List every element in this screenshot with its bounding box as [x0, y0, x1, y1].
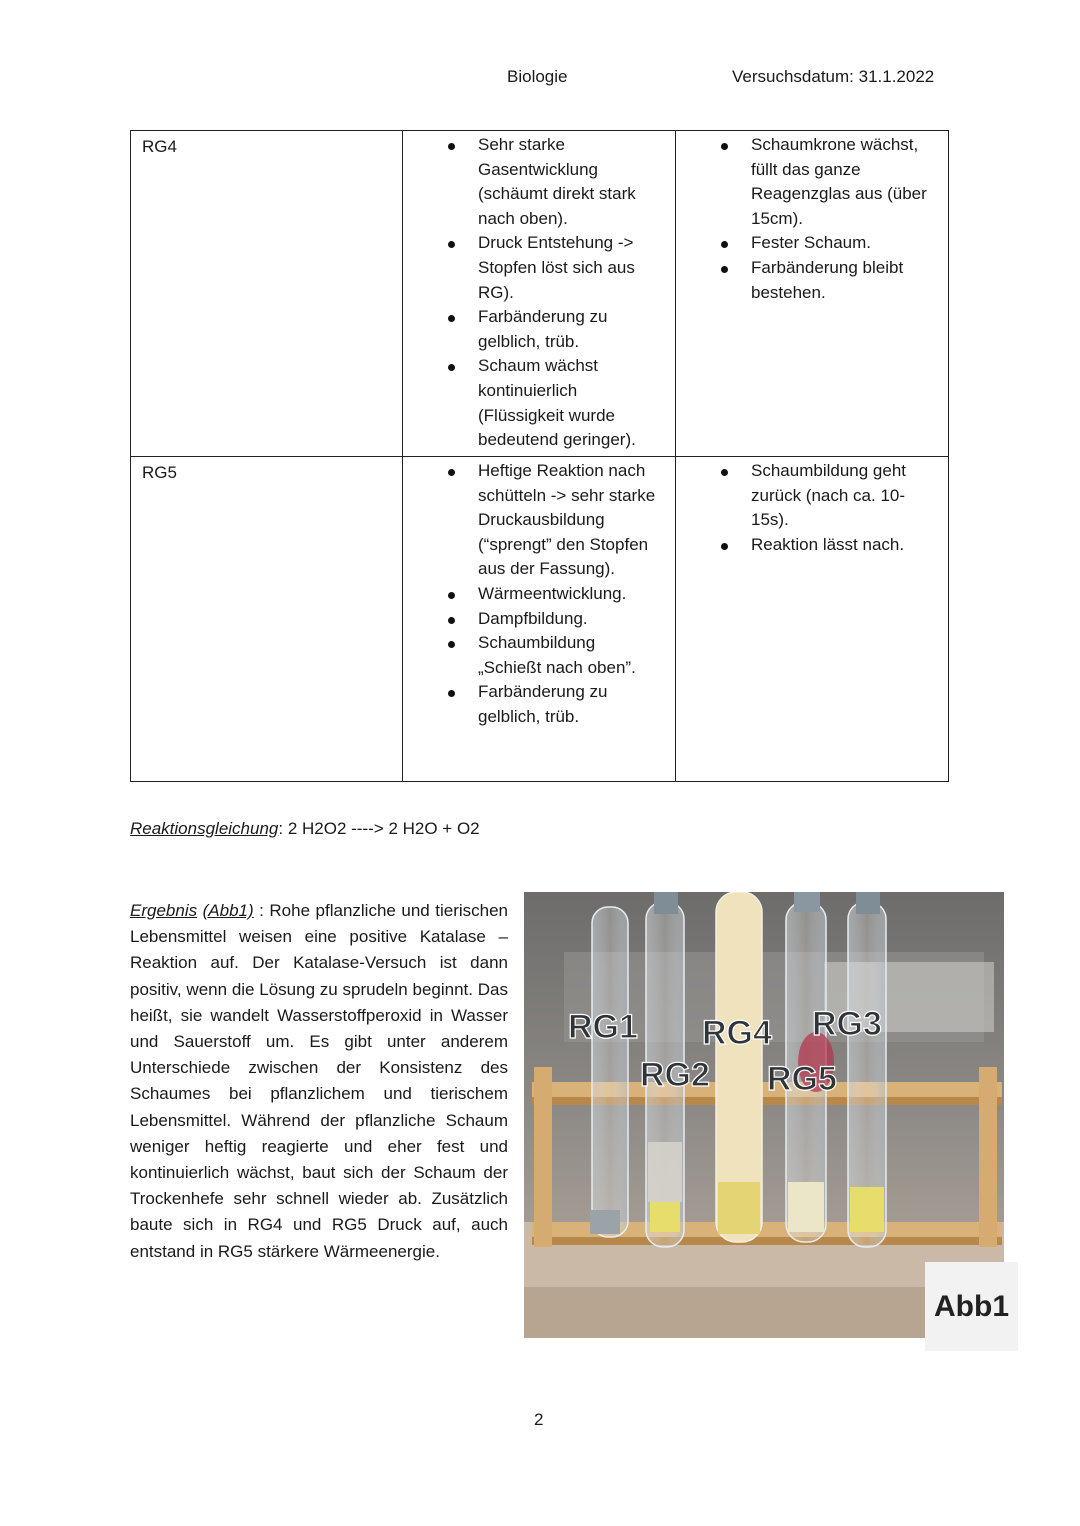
list-item: Wärmeentwicklung. [478, 582, 663, 607]
list-item: Reaktion lässt nach. [751, 533, 936, 558]
table-row [131, 457, 949, 782]
figure-reference: (Abb1) [202, 901, 254, 920]
label-rg1: RG1 [568, 1008, 638, 1046]
table-row [131, 131, 949, 457]
list-item: Fester Schaum. [751, 231, 936, 256]
page-number: 2 [534, 1410, 544, 1429]
row-label: RG4 [131, 131, 403, 457]
list-item: Farbänderung bleibt bestehen. [751, 256, 936, 305]
label-rg4: RG4 [702, 1014, 772, 1052]
list-item: Sehr starke Gasentwicklung (schäumt direkt stark nach oben). [478, 133, 663, 231]
result-cell [676, 457, 949, 782]
result-cell [676, 131, 949, 457]
header-subject: Biologie [507, 67, 568, 86]
label-rg5: RG5 [767, 1060, 837, 1098]
tube-rg3 [848, 892, 886, 1247]
list-item: Druck Entstehung -> Stopfen löst sich aus RG). [478, 231, 663, 305]
observation-cell [403, 131, 676, 457]
list-item: Schaum wächst kontinuierlich (Flüssigkeit wurde bedeutend geringer). [478, 354, 663, 452]
list-item: Schaumbildung geht zurück (nach ca. 10-15s). [751, 459, 936, 533]
list-item: Heftige Reaktion nach schütteln -> sehr starke Druckausbildung (“sprengt” den Stopfen aus der Fassung). [478, 459, 663, 582]
result-label: Ergebnis [130, 901, 198, 920]
label-rg3: RG3 [812, 1005, 882, 1043]
list-item: Farbänderung zu gelblich, trüb. [478, 680, 663, 729]
header-date: Versuchsdatum: 31.1.2022 [732, 67, 935, 86]
observation-table [130, 130, 949, 782]
figure-badge: Abb1 [925, 1262, 1018, 1351]
list-item: Schaumkrone wächst, füllt das ganze Reagenzglas aus (über 15cm). [751, 133, 936, 231]
list-item: Schaumbildung „Schießt nach oben”. [478, 631, 663, 680]
reaction-equation [130, 819, 480, 839]
list-item: Dampfbildung. [478, 607, 663, 632]
tube-rg1 [590, 907, 628, 1237]
row-label: RG5 [131, 457, 403, 782]
result-text: : Rohe pflanzliche und tierischen Lebensmittel weisen eine positive Katalase – Reaktion auf. Der Katalase-Versuch ist dann positiv, wenn die Lösung zu sprudeln beginnt. Das heißt, sie wandelt Wasserstoffperoxid in Wasser und Sauerstoff um. Es gibt unter anderem Unterschiede zwischen der Konsistenz des Schaumes bei pflanzlichem und tierischem Lebensmittel. Während der pflanzliche Schaum weniger heftig reagierte und eher fest und kontinuierlich wächst, baut sich der Schaum der Trockenhefe sehr schnell wieder ab. Zusätzlich baute sich in RG4 und RG5 Druck auf, auch entstand in RG5 stärkere Wärmeenergie. [130, 901, 508, 1261]
result-paragraph [130, 898, 508, 1265]
tube-rg4 [716, 892, 762, 1242]
list-item: Farbänderung zu gelblich, trüb. [478, 305, 663, 354]
equation-label: Reaktionsgleichung [130, 819, 279, 838]
equation-text: : 2 H2O2 ----> 2 H2O + O2 [278, 819, 480, 838]
label-rg2: RG2 [640, 1056, 710, 1094]
observation-cell [403, 457, 676, 782]
